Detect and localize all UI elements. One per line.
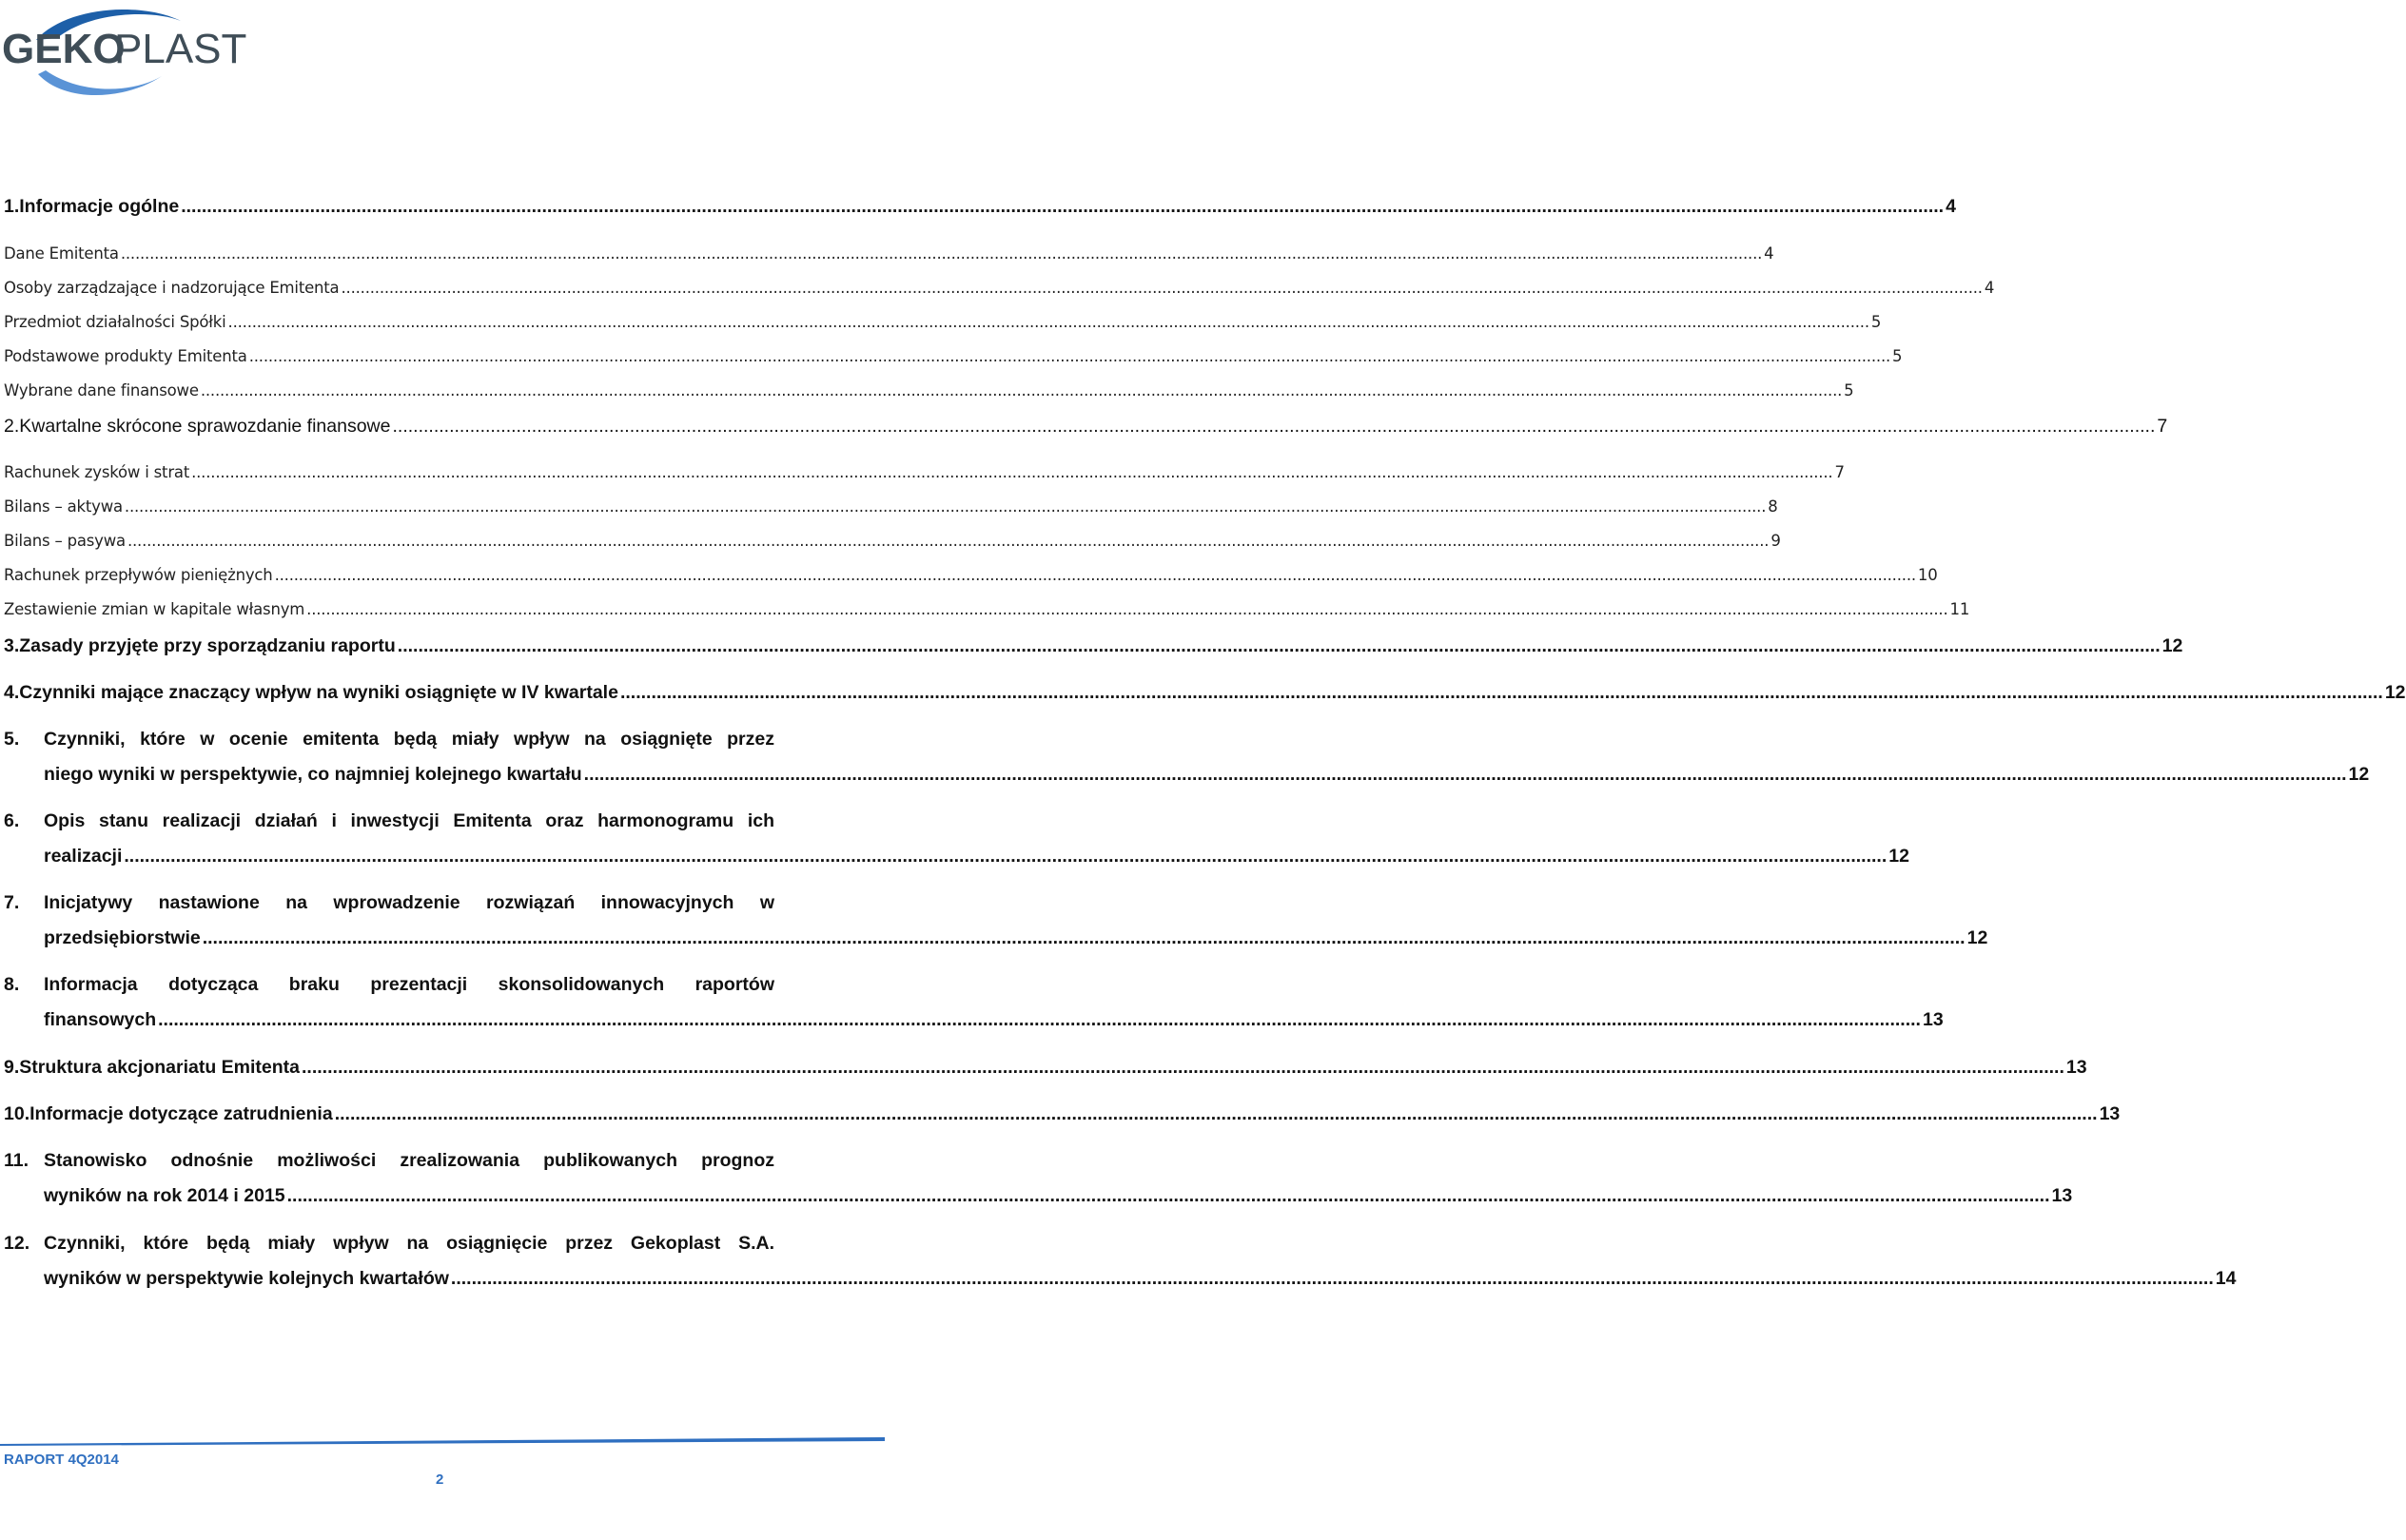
toc-title-line1: Opis stanu realizacji działań i inwestycji Emitenta oraz harmonogramu ich [44, 810, 774, 831]
toc-number: 10. [4, 1103, 30, 1124]
toc-title: Dane Emitenta [4, 244, 119, 263]
toc-page: 4 [1764, 244, 1774, 263]
toc-page: 8 [1768, 497, 1778, 516]
toc-number: 5. [4, 729, 20, 750]
toc-leader [121, 244, 1762, 263]
toc-entry-bilans-pasywa[interactable] [4, 532, 1781, 550]
toc-leader [203, 927, 1966, 949]
toc-leader [228, 313, 1869, 331]
toc-page: 5 [1892, 347, 1903, 365]
toc-number: 7. [4, 892, 20, 913]
toc-entry-7[interactable] [4, 892, 1988, 949]
toc-page: 13 [2065, 1057, 2087, 1078]
toc-page: 5 [1844, 381, 1854, 400]
toc-entry-bilans-aktywa[interactable] [4, 497, 1778, 516]
toc-entry-rachunek-przeplywow[interactable] [4, 566, 1938, 584]
logo-text-light: PLAST [114, 26, 247, 72]
toc-page: 12 [2384, 682, 2406, 703]
toc-title: Osoby zarządzające i nadzorujące Emitenta [4, 279, 340, 297]
toc-number: 12. [4, 1233, 30, 1254]
toc-page: 12 [2161, 635, 2183, 656]
toc-title-line2: realizacji [44, 846, 123, 867]
toc-title: Rachunek przepływów pieniężnych [4, 566, 273, 584]
toc-number: 4. [4, 682, 20, 703]
toc-title: Zestawienie zmian w kapitale własnym [4, 600, 305, 618]
toc-entry-4[interactable] [4, 682, 2406, 704]
toc-title-line1: Inicjatywy nastawione na wprowadzenie rozwiązań innowacyjnych w [44, 892, 774, 913]
toc-entry-8[interactable] [4, 974, 1944, 1031]
toc-title-line1: Czynniki, które będą miały wpływ na osiągnięcie przez Gekoplast S.A. [44, 1233, 774, 1254]
toc-page: 12 [2348, 764, 2370, 785]
toc-entry-osoby-zarzadzajace[interactable] [4, 279, 1995, 297]
toc-number: 11. [4, 1150, 29, 1171]
toc-page: 13 [2099, 1103, 2121, 1124]
toc-leader [398, 635, 2161, 657]
toc-title-line1: Informacja dotycząca braku prezentacji skonsolidowanych raportów [44, 974, 774, 995]
toc-number: 8. [4, 974, 20, 995]
footer-divider [0, 1435, 885, 1449]
logo-text-bold: GEKO [2, 26, 126, 72]
toc-page: 10 [1917, 566, 1938, 584]
toc-title-line2: przedsiębiorstwie [44, 927, 201, 948]
toc-title: Czynniki mające znaczący wpływ na wyniki osiągnięte w IV kwartale [19, 682, 618, 703]
toc-leader [620, 682, 2383, 704]
toc-entry-11[interactable] [4, 1150, 2073, 1207]
toc-entry-2[interactable] [4, 416, 2168, 438]
toc-page: 9 [1770, 532, 1781, 550]
toc-entry-rachunek-zyskow[interactable] [4, 463, 1845, 481]
toc-title: Zasady przyjęte przy sporządzaniu raportu [19, 635, 396, 656]
toc-leader [341, 279, 1982, 297]
toc-leader [335, 1103, 2098, 1125]
toc-entry-przedmiot-dzialalnosci[interactable] [4, 313, 1882, 331]
toc-number: 3. [4, 635, 20, 656]
toc-page: 13 [2051, 1185, 2073, 1206]
toc-page: 11 [1949, 600, 1970, 618]
toc-title: Bilans – pasywa [4, 532, 126, 550]
toc-leader [127, 532, 1769, 550]
toc-entry-dane-emitenta[interactable] [4, 244, 1774, 263]
toc-page: 7 [1834, 463, 1845, 481]
toc-leader [393, 416, 2156, 438]
toc-title: Podstawowe produkty Emitenta [4, 347, 247, 365]
toc-page: 14 [2215, 1268, 2237, 1289]
toc-number: 9. [4, 1057, 20, 1078]
toc-page: 12 [1966, 927, 1988, 948]
toc-entry-wybrane-dane[interactable] [4, 381, 1854, 400]
toc-entry-5[interactable] [4, 729, 2370, 786]
toc-leader [201, 381, 1842, 400]
toc-title: Struktura akcjonariatu Emitenta [19, 1057, 301, 1078]
toc-title-line2: niego wyniki w perspektywie, co najmniej kolejnego kwartału [44, 764, 582, 785]
toc-page: 12 [1888, 846, 1909, 867]
toc-number: 1. [4, 196, 20, 217]
toc-title: Kwartalne skrócone sprawozdanie finansowe [19, 416, 391, 437]
toc-leader [191, 463, 1832, 481]
toc-title-line1: Stanowisko odnośnie możliwości zrealizowania publikowanych prognoz [44, 1150, 774, 1171]
toc-title: Przedmiot działalności Spółki [4, 313, 226, 331]
gekoplast-logo [0, 0, 247, 105]
toc-page: 7 [2157, 416, 2168, 437]
toc-page: 4 [1946, 196, 1956, 217]
footer-report-label: RAPORT 4Q2014 [4, 1452, 119, 1468]
toc-entry-12[interactable] [4, 1233, 2237, 1290]
toc-title-line2: wyników w perspektywie kolejnych kwartałów [44, 1268, 449, 1289]
logo-swoosh-bottom-icon [38, 70, 162, 95]
page-number: 2 [436, 1472, 444, 1488]
toc-leader [275, 566, 1916, 584]
toc-entry-9[interactable] [4, 1057, 2087, 1079]
toc-leader [158, 1009, 1921, 1031]
toc-entry-3[interactable] [4, 635, 2183, 657]
toc-leader [125, 497, 1766, 516]
toc-leader [124, 846, 1887, 867]
toc-title: Wybrane dane finansowe [4, 381, 199, 400]
toc-leader [181, 196, 1944, 218]
toc-leader [584, 764, 2347, 786]
toc-leader [451, 1268, 2214, 1290]
toc-entry-1[interactable] [4, 196, 1956, 218]
toc-page: 5 [1870, 313, 1882, 331]
toc-title-line2: finansowych [44, 1009, 157, 1030]
toc-leader [302, 1057, 2064, 1079]
toc-leader [287, 1185, 2050, 1207]
toc-title-line1: Czynniki, które w ocenie emitenta będą miały wpływ na osiągnięte przez [44, 729, 774, 750]
toc-title-line2: wyników na rok 2014 i 2015 [44, 1185, 285, 1206]
toc-entry-podstawowe-produkty[interactable] [4, 347, 1903, 365]
toc-title: Informacje dotyczące zatrudnienia [29, 1103, 333, 1124]
toc-title: Bilans – aktywa [4, 497, 123, 516]
toc-leader [249, 347, 1890, 365]
toc-leader [306, 600, 1947, 618]
toc-number: 2. [4, 416, 20, 437]
toc-page: 4 [1984, 279, 1995, 297]
toc-page: 13 [1922, 1009, 1944, 1030]
toc-title: Informacje ogólne [19, 196, 180, 217]
toc-entry-10[interactable] [4, 1103, 2121, 1125]
toc-number: 6. [4, 810, 20, 831]
toc-title: Rachunek zysków i strat [4, 463, 190, 481]
toc-entry-zestawienie-zmian[interactable] [4, 600, 1970, 618]
toc-entry-6[interactable] [4, 810, 1909, 867]
